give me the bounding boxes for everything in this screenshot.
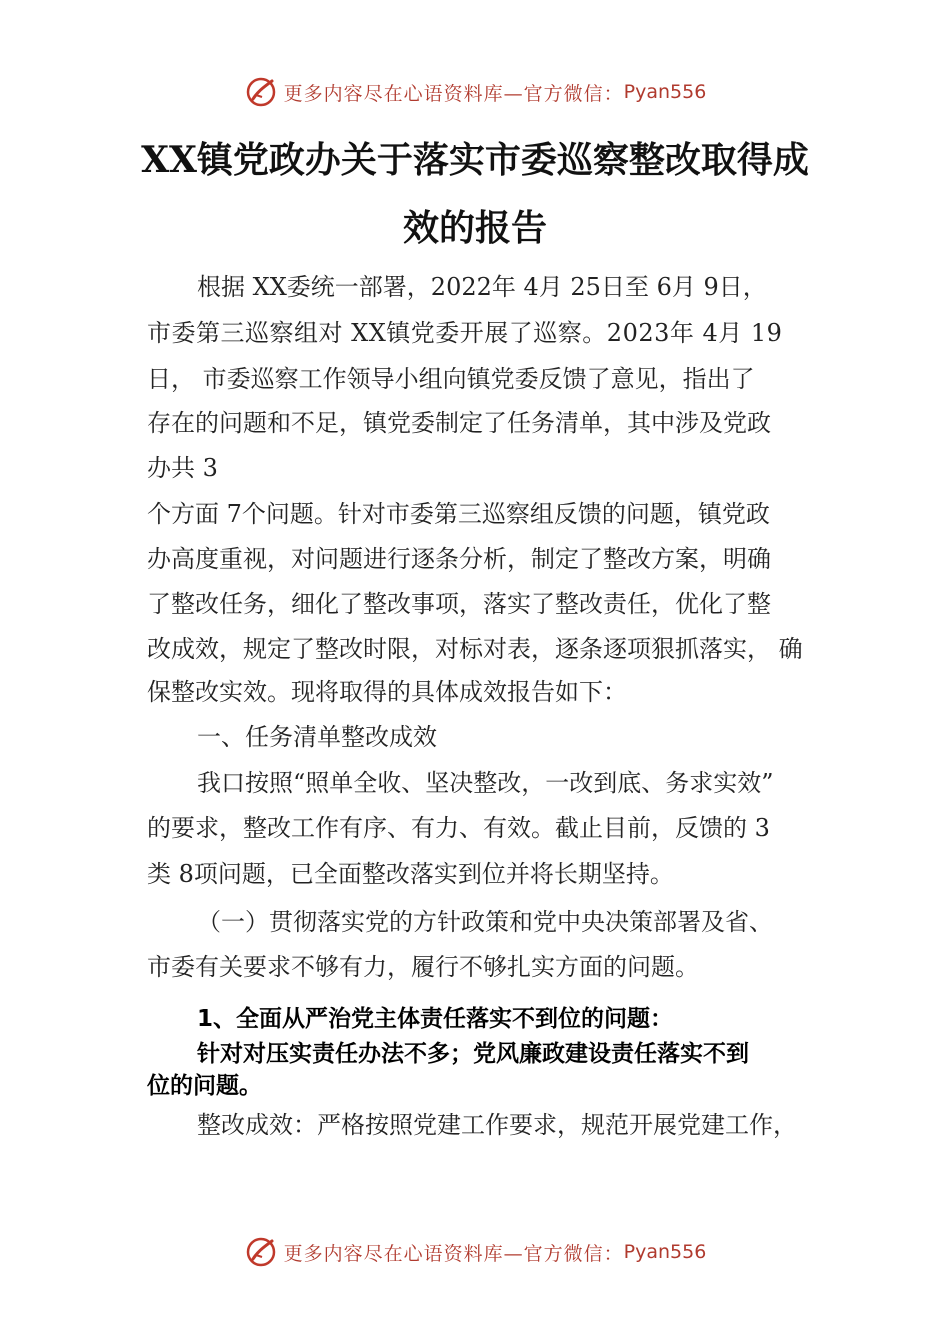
body-line: 整改成效：严格按照党建工作要求，规范开展党建工作， [197,1111,797,1139]
footer-banner [0,1232,950,1272]
brush-logo-icon [244,1235,278,1269]
body-line: 办共 3 [147,454,218,482]
body-line: 根据 XX委统一部署，2022年 4月 25日至 6月 9日， [197,273,767,301]
body-line: 市委第三巡察组对 XX镇党委开展了巡察。2023年 4月 19 [147,319,783,347]
body-line: 类 8项问题，已全面整改落实到位并将长期坚持。 [147,860,674,888]
brush-logo-icon [244,75,278,109]
body-line: 了整改任务，细化了整改事项，落实了整改责任，优化了整 [147,590,771,618]
body-line: 办高度重视，对问题进行逐条分析，制定了整改方案，明确 [147,545,771,573]
body-line: 保整改实效。现将取得的具体成效报告如下： [147,678,627,706]
body-line: 改成效，规定了整改时限，对标对表，逐条逐项狠抓落实， 确 [147,635,803,663]
body-line: 我口按照“照单全收、坚决整改，一改到底、务求实效” [197,769,774,797]
section-heading: 一、任务清单整改成效 [197,723,437,751]
body-line: 市委有关要求不够有力，履行不够扎实方面的问题。 [147,953,699,981]
document-title-line-2: 效的报告 [402,207,547,249]
header-banner [0,72,950,112]
banner-text: 更多内容尽在心语资料库—官方微信： [283,82,624,105]
body-line: 存在的问题和不足，镇党委制定了任务清单，其中涉及党政 [147,409,771,437]
body-line: 的要求，整改工作有序、有力、有效。截止目前，反馈的 3 [147,814,770,842]
bold-item-heading: 1、全面从严治党主体责任落实不到位的问题： [197,1006,674,1032]
body-line: 个方面 7个问题。针对市委第三巡察组反馈的问题，镇党政 [147,500,770,528]
banner-handle: Pyan556 [623,1241,707,1263]
bold-item-line: 位的问题。 [147,1073,262,1099]
bold-item-line: 针对对压实责任办法不多；党风廉政建设责任落实不到 [197,1041,749,1067]
banner-handle: Pyan556 [623,81,707,103]
body-line: 日， 市委巡察工作领导小组向镇党委反馈了意见，指出了 [147,365,755,393]
banner-text: 更多内容尽在心语资料库—官方微信： [283,1242,624,1265]
subsection-heading: （一）贯彻落实党的方针政策和党中央决策部署及省、 [197,908,773,936]
document-title-line-1: XX镇党政办关于落实市委巡察整改取得成 [141,139,809,181]
